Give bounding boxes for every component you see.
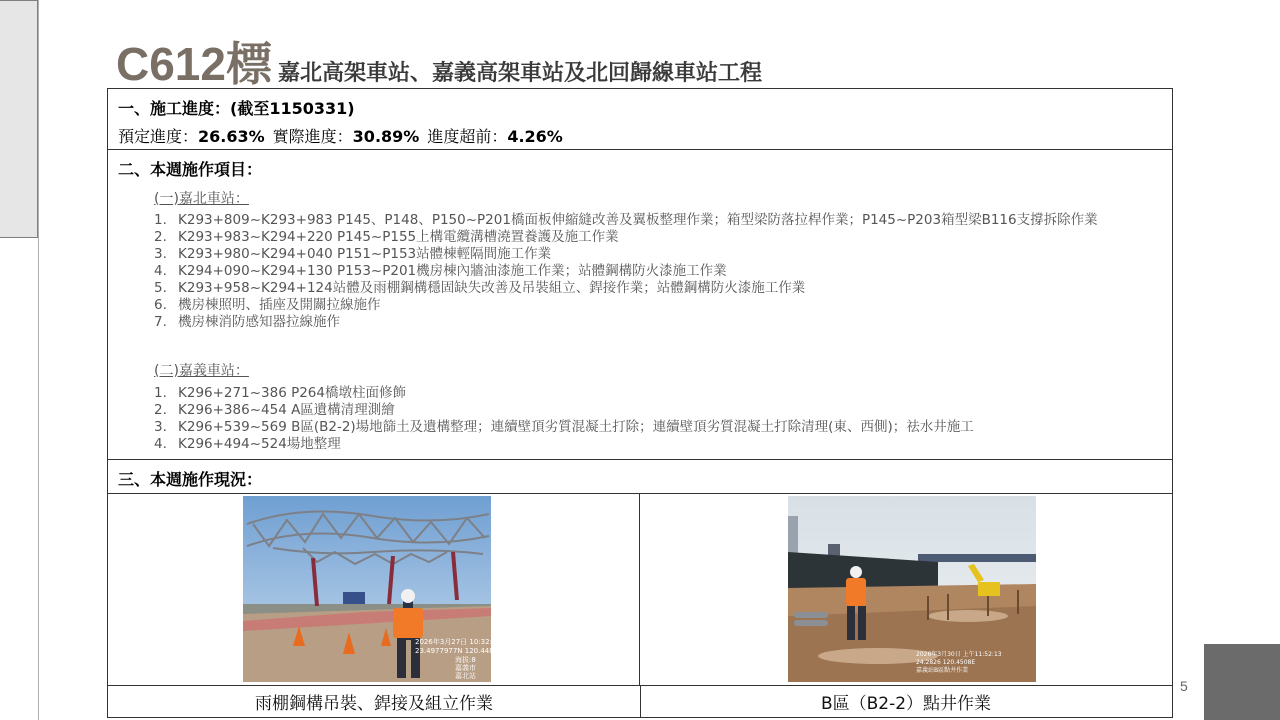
photo-stamp-line: 24.2826 120.4508E bbox=[916, 659, 976, 666]
actual-label: 實際進度： bbox=[272, 127, 353, 146]
ahead-value: 4.26% bbox=[507, 127, 563, 146]
weekly-items-section bbox=[108, 150, 1172, 460]
photo-stamp-line: 嘉義市 bbox=[455, 664, 476, 672]
caption-row bbox=[108, 685, 1172, 717]
photo-stamp-line: 2026年3月30日 上午11:52:13 bbox=[916, 651, 1002, 658]
photo-cell-right bbox=[640, 494, 1172, 685]
list-item: 2. K293+983~K294+220 P145~P155上構電纜溝槽澆置養護及施工作業 bbox=[154, 229, 619, 245]
photo-stamp-line: 嘉北站 bbox=[455, 672, 476, 680]
photo-stamp-line: 海拔:8 bbox=[455, 656, 476, 664]
chiayi-item-list bbox=[154, 385, 1164, 453]
contract-code: C612標 bbox=[116, 38, 272, 90]
report-table bbox=[107, 88, 1173, 718]
photo-caption-right: B區（B2-2）點井作業 bbox=[820, 694, 992, 714]
progress-section bbox=[108, 89, 1172, 150]
page-number: 5 bbox=[1180, 678, 1188, 694]
list-item: 7. 機房棟消防感知器拉線施作 bbox=[154, 314, 340, 330]
corner-decoration bbox=[1204, 644, 1280, 720]
list-item: 3. K293+980~K294+040 P151~P153站體棟輕隔間施工作業 bbox=[154, 246, 552, 262]
list-item: 3. K296+539~569 B區(B2-2)場地篩土及遺構整理；連續壁頂劣質混凝土打除；連續壁頂劣質混凝土打除清理(東、西側)；祛水井施工 bbox=[154, 419, 974, 435]
photo-stamp-line: 嘉義站B區點井作業 bbox=[916, 667, 969, 674]
station-heading-jiabei: (一)嘉北車站： bbox=[154, 191, 249, 207]
left-divider bbox=[38, 0, 39, 720]
planned-value: 26.63% bbox=[198, 127, 265, 146]
list-item: 6. 機房棟照明、插座及開關拉線施作 bbox=[154, 297, 381, 313]
left-tab-decoration bbox=[0, 0, 38, 238]
list-item: 1. K293+809~K293+983 P145、P148、P150~P201橋面板伸縮縫改善及翼板整理作業；箱型梁防落拉桿作業；P145~P203箱型梁B116支撐拆除作業 bbox=[154, 212, 1098, 228]
progress-values bbox=[118, 124, 563, 147]
photo-stamp-line: 2026年3月27日 10:32:07 bbox=[415, 638, 501, 646]
jiabei-item-list bbox=[154, 212, 1164, 331]
project-name: 嘉北高架車站、嘉義高架車站及北回歸線車站工程 bbox=[277, 61, 762, 86]
photo-canopy-steel bbox=[243, 496, 521, 682]
status-heading: 三、本週施作現況： bbox=[118, 470, 263, 489]
list-item: 4. K294+090~K294+130 P153~P201機房棟內牆油漆施工作業；站體鋼構防火漆施工作業 bbox=[154, 263, 727, 279]
ahead-label: 進度超前： bbox=[427, 127, 508, 146]
planned-label: 預定進度： bbox=[118, 127, 199, 146]
photo-section bbox=[108, 494, 1172, 717]
photo-stamp-line: 23.4977977N 120.44872308E bbox=[415, 647, 521, 655]
list-item: 5. K293+958~K294+124站體及雨棚鋼構穩固缺失改善及吊裝組立、銲接作業；站體鋼構防火漆施工作業 bbox=[154, 280, 806, 296]
photo-dewatering-well bbox=[788, 496, 1036, 682]
slide-title bbox=[116, 28, 762, 94]
actual-value: 30.89% bbox=[352, 127, 420, 146]
photo-cell-left bbox=[108, 494, 640, 685]
weekly-items-heading: 二、本週施作項目： bbox=[118, 160, 263, 179]
status-heading-section bbox=[108, 460, 1172, 494]
list-item: 4. K296+494~524場地整理 bbox=[154, 436, 341, 452]
photo-caption-left: 雨棚鋼構吊裝、銲接及組立作業 bbox=[108, 686, 641, 717]
progress-heading: 一、施工進度：(截至1150331) bbox=[118, 99, 355, 118]
station-heading-chiayi: (二)嘉義車站： bbox=[154, 363, 249, 379]
list-item: 2. K296+386~454 A區遺構清理測繪 bbox=[154, 402, 395, 418]
list-item: 1. K296+271~386 P264橋墩柱面修飾 bbox=[154, 385, 406, 401]
